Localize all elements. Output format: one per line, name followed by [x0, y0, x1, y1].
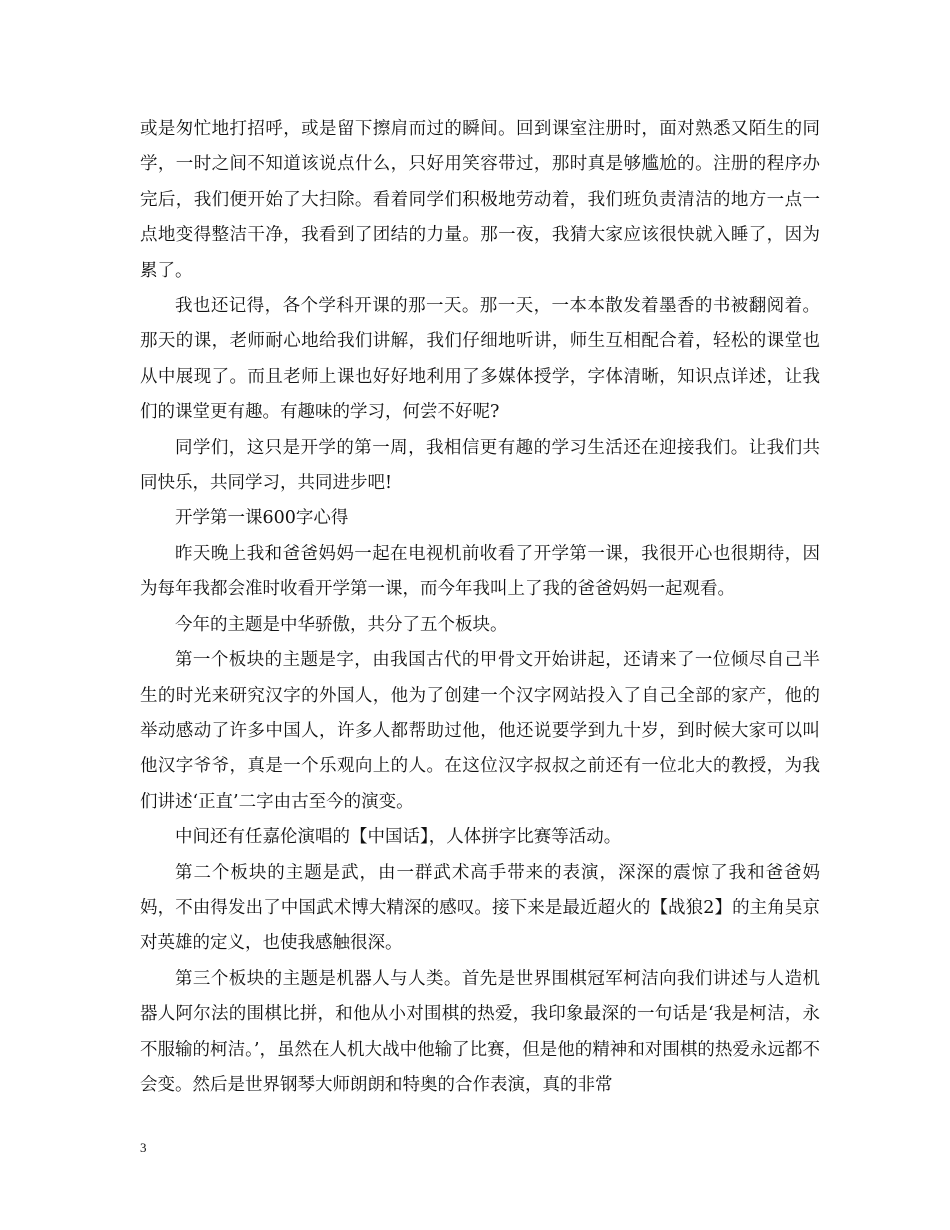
paragraph: 或是匆忙地打招呼，或是留下擦肩而过的瞬间。回到课室注册时，面对熟悉又陌生的同学，一时之间不知道该说点什么，只好用笑容带过，那时真是够尴尬的。注册的程序办完后，我们便开始了大扫除。看着同学们积极地劳动着，我们班负责清洁的地方一点一点地变得整洁干净，我看到了团结的力量。那一夜，我猜大家应该很快就入睡了，因为累了。	[140, 119, 820, 281]
paragraph: 第二个板块的主题是武，由一群武术高手带来的表演，深深的震惊了我和爸爸妈妈，不由得发出了中国武术博大精深的感叹。接下来是最近超火的【战狼2】的主角吴京对英雄的定义，也使我感触很深。	[140, 862, 820, 954]
paragraph: 今年的主题是中华骄傲，共分了五个板块。	[175, 614, 508, 635]
paragraph: 第三个板块的主题是机器人与人类。首先是世界围棋冠军柯洁向我们讲述与人造机器人阿尔法的围棋比拼，和他从小对围棋的热爱，我印象最深的一句话是‘我是柯洁，永不服输的柯洁。’，虽然在人机大战中他输了比赛，但是他的精神和对围棋的热爱永远都不会变。然后是世界钢琴大师朗朗和特奥的合作表演，真的非常	[140, 968, 820, 1095]
page-number: 3	[140, 1140, 147, 1155]
paragraph: 同学们，这只是开学的第一周，我相信更有趣的学习生活还在迎接我们。让我们共同快乐，共同学习，共同进步吧!	[140, 437, 820, 494]
document-body	[140, 112, 820, 1103]
section-heading: 开学第一课600字心得	[175, 508, 349, 529]
paragraph: 中间还有任嘉伦演唱的【中国话】，人体拼字比赛等活动。	[175, 827, 622, 848]
paragraph: 昨天晚上我和爸爸妈妈一起在电视机前收看了开学第一课，我很开心也很期待，因为每年我都会准时收看开学第一课，而今年我叫上了我的爸爸妈妈一起观看。	[140, 543, 820, 600]
paragraph: 第一个板块的主题是字，由我国古代的甲骨文开始讲起，还请来了一位倾尽自己半生的时光来研究汉字的外国人，他为了创建一个汉字网站投入了自己全部的家产，他的举动感动了许多中国人，许多人都帮助过他，他还说要学到九十岁，到时候大家可以叫他汉字爷爷，真是一个乐观向上的人。在这位汉字叔叔之前还有一位北大的教授，为我们讲述‘正直’二字由古至今的演变。	[140, 650, 820, 812]
paragraph: 我也还记得，各个学科开课的那一天。那一天，一本本散发着墨香的书被翻阅着。那天的课，老师耐心地给我们讲解，我们仔细地听讲，师生互相配合着，轻松的课堂也从中展现了。而且老师上课也好好地利用了多媒体授学，字体清晰，知识点详述，让我们的课堂更有趣。有趣味的学习，何尝不好呢?	[140, 296, 820, 423]
